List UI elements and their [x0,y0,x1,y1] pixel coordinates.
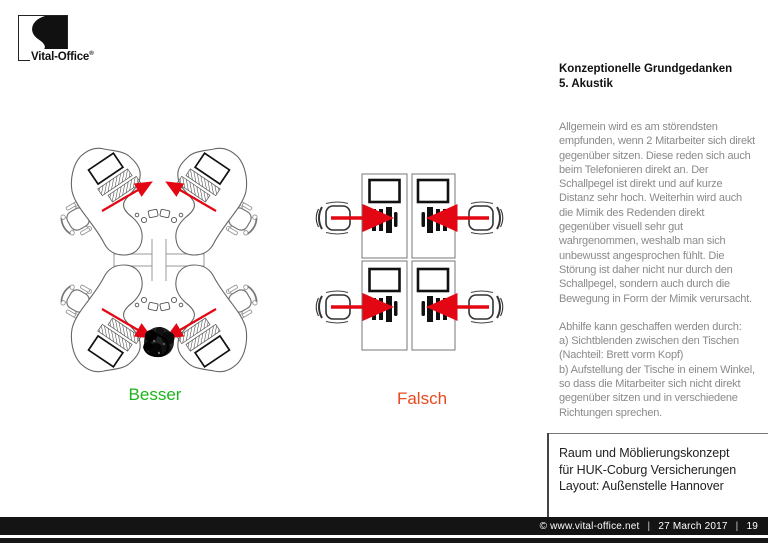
project-box-top-rule [547,433,768,434]
logo-brand: Vital-Office [31,50,90,63]
falsch-label: Falsch [396,389,448,408]
besser-diagram [42,143,287,383]
footer-date: 27 March 2017 [658,520,728,532]
project-box-left-rule [547,433,549,518]
body-paragraph: Allgemein wird es am störendsten empfunden, wenn 2 Mitarbeiter sich direkt gegenüber sitzen. Diese reden sich auch beim Telefonieren direkt an. Der Schallpegel ist direkt und auf kurze Distanz sehr hoch. Weiterhin wird auch die Mimik des Redenden direkt gegenüber visuell sehr gut wahrgenommen, weshalb man sich unbewusst angesprochen fühlt. Die Störung ist daher nicht nur durch den Schallpegel, sondern auch durch die Bewegung in Form der Mimik verursacht. [559,121,756,305]
registered-mark: ® [89,50,94,57]
section-heading [559,62,759,92]
footer-copyright[interactable]: © www.vital-office.net [539,520,640,532]
remedy-item-b: b) Aufstellung der Tische in einem Winkel, so dass die Mitarbeiter sich nicht direkt gegenüber sitzen und in verschiedene Richtungen sprechen. [559,363,755,419]
heading-line1: Konzeptionelle Grundgedanken [559,63,733,75]
remedy-item-a: a) Sichtblenden zwischen den Tischen (Nachteil: Brett vorm Kopf) [559,335,739,362]
heading-line2: 5. Akustik [559,78,613,90]
logo-wordmark [30,49,96,64]
footer-separator: | [735,520,739,532]
plant-icon [144,327,175,357]
project-line2: für HUK-Coburg Versicherungen [559,462,737,477]
sight-arrows [331,218,489,307]
project-info [559,445,759,495]
remedy-intro: Abhilfe kann geschaffen werden durch: [559,320,742,333]
footer-bar [0,517,768,535]
project-line3: Layout: Außenstelle Hannover [559,479,724,493]
vital-office-logo [18,15,113,67]
falsch-diagram [305,165,515,365]
besser-label: Besser [128,385,182,404]
footer-separator: | [647,520,651,532]
body-text [559,120,755,420]
bottom-edge-strip [0,538,768,543]
project-line1: Raum und Möblierungskonzept [559,446,730,460]
footer-page-number: 19 [746,520,758,532]
